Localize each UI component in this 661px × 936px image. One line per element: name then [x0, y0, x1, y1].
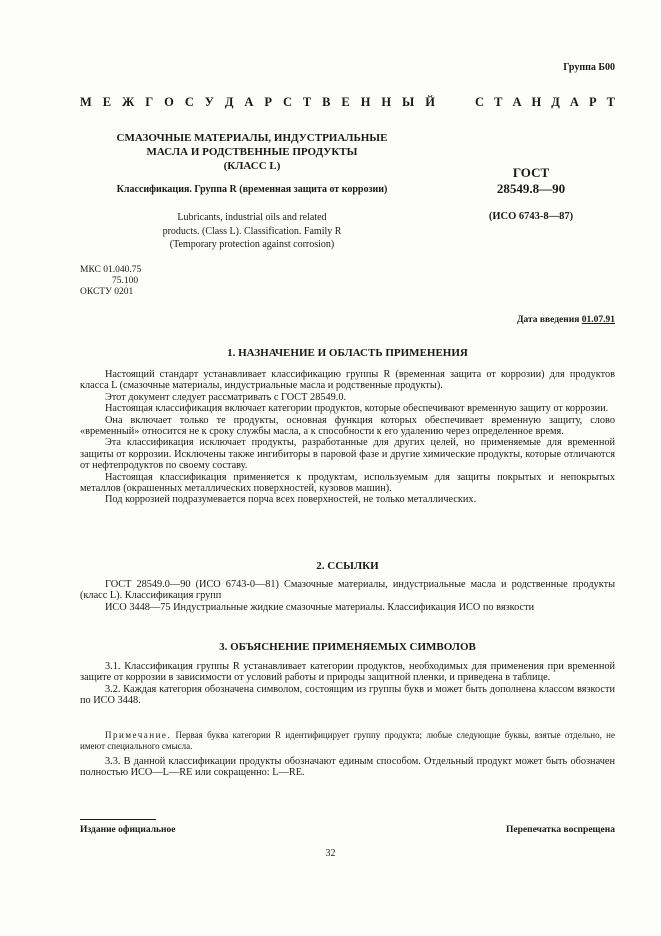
document-subtitle: Классификация. Группа R (временная защита от коррозии)	[116, 184, 388, 195]
paragraph: Эта классификация исключает продукты, разработанные для других целей, но применяемые для временной защиты от коррозии. Исключены также ингибиторы в паровой фазе и другие химические продукты, которые отличаются от нефтепродуктов по своему составу.	[80, 437, 615, 472]
document-title	[82, 131, 422, 173]
paragraph: Настоящая классификация применяется к продуктам, используемым для защиты покрытых и непокрытых металлов (окрашенных металлических поверхностей, кузовов машин).	[80, 471, 615, 495]
date-label: Дата введения	[516, 315, 580, 325]
footer-divider	[80, 819, 156, 820]
gost-designation	[466, 165, 596, 197]
mks-code-2: 75.100	[112, 276, 139, 286]
english-title-line-3: (Temporary protection against corrosion)	[169, 239, 335, 250]
interstate-standard-banner	[80, 95, 615, 110]
page-number: 32	[325, 848, 336, 859]
iso-reference: (ИСО 6743-8—87)	[488, 211, 574, 222]
interstate-word: М Е Ж Г О С У Д А Р С Т В Е Н Н Ы Й	[80, 95, 435, 109]
english-title	[82, 211, 422, 252]
note-text: Первая буква категории R идентифицирует группу продукта; любые следующие буквы, взятые отдельно, не имеют специального смысла.	[80, 730, 615, 751]
english-title-line-2: products. (Class L). Classification. Family R	[162, 225, 342, 237]
standard-word: С Т А Н Д А Р Т	[475, 95, 615, 109]
okstu-code: ОКСТУ 0201	[80, 287, 134, 297]
section-3-heading: 3. ОБЪЯСНЕНИЕ ПРИМЕНЯЕМЫХ СИМВОЛОВ	[219, 641, 476, 653]
note	[80, 730, 615, 752]
date-value: 01.07.91	[581, 315, 615, 325]
paragraph: 3.3. В данной классификации продукты обозначают единым способом. Отдельный продукт может быть обозначен полностью ИСО—L—RE или сокращенно: L—RE.	[80, 756, 615, 779]
effective-date	[517, 315, 615, 325]
title-line-2: МАСЛА И РОДСТВЕННЫЕ ПРОДУКТЫ	[146, 146, 358, 158]
note-label: Примечание.	[105, 730, 172, 740]
section-3-body-b	[80, 756, 615, 779]
reprint-prohibited-label: Перепечатка воспрещена	[505, 825, 615, 835]
english-title-line-1: Lubricants, industrial oils and related	[177, 212, 327, 223]
group-label: Группа Б00	[563, 62, 615, 73]
section-3-body-a	[80, 661, 615, 707]
paragraph: Этот документ следует рассматривать с ГОСТ 28549.0.	[105, 391, 347, 403]
paragraph: Настоящая классификация включает категории продуктов, которые обеспечивают временную защиту от коррозии.	[105, 403, 609, 415]
classification-codes	[80, 265, 141, 298]
paragraph: Под коррозией подразумевается порча всех поверхностей, не только металлических.	[105, 494, 477, 506]
paragraph: 3.2. Каждая категория обозначена символом, состоящим из группы букв и может быть дополнена классом вязкости по ИСО 3448.	[80, 683, 615, 707]
gost-number: 28549.8—90	[496, 181, 566, 196]
paragraph: Она включает только те продукты, основная функция которых обеспечивает временную защиту, слово «временный» относится не к сроку службы масла, а к способности к его удалению через определенное время.	[80, 414, 615, 438]
reference-item: ИСО 3448—75 Индустриальные жидкие смазочные материалы. Классификация ИСО по вязкости	[105, 601, 535, 613]
paragraph: Настоящий стандарт устанавливает классификацию группы R (временная защита от коррозии) для продуктов класса L (смазочные материалы, индустриальные масла и родственные продукты).	[80, 369, 615, 392]
section-1-body	[80, 369, 615, 506]
reference-item: ГОСТ 28549.0—90 (ИСО 6743-0—81) Смазочные материалы, индустриальные масла и родственные продукты (класс L). Классификация групп	[80, 579, 615, 602]
official-edition-label: Издание официальное	[80, 825, 176, 835]
section-2-body	[80, 579, 615, 613]
title-line-1: СМАЗОЧНЫЕ МАТЕРИАЛЫ, ИНДУСТРИАЛЬНЫЕ	[116, 132, 388, 144]
gost-label: ГОСТ	[512, 165, 550, 180]
section-1-heading: 1. НАЗНАЧЕНИЕ И ОБЛАСТЬ ПРИМЕНЕНИЯ	[227, 347, 468, 359]
title-line-3: (КЛАСС L)	[223, 160, 281, 172]
paragraph: 3.1. Классификация группы R устанавливает категории продуктов, необходимых для применения при временной защите от коррозии в зависимости от условий работы и природы защитной пленки, и приведена в таблице.	[80, 661, 615, 684]
section-2-heading: 2. ССЫЛКИ	[316, 560, 379, 572]
mks-code-1: МКС 01.040.75	[80, 265, 142, 275]
